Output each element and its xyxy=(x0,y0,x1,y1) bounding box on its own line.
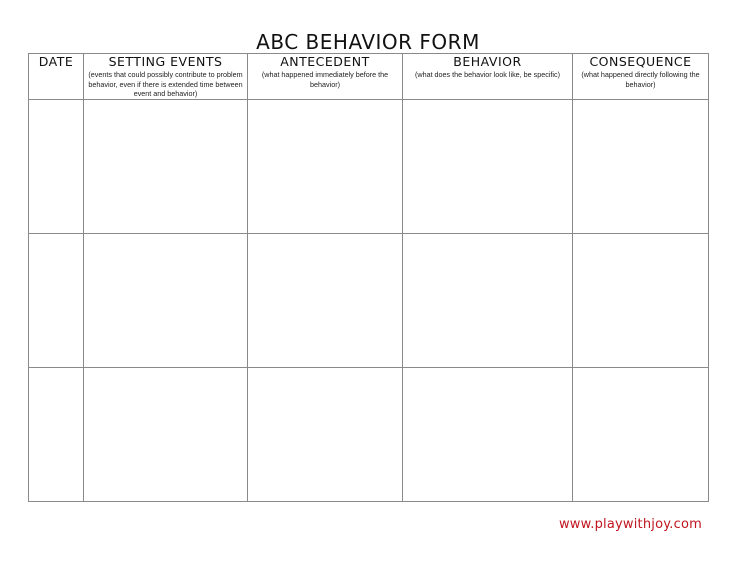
date-cell[interactable] xyxy=(29,233,84,367)
antecedent-cell[interactable] xyxy=(248,99,403,233)
column-header-antecedent xyxy=(248,54,403,100)
consequence-cell[interactable] xyxy=(573,99,709,233)
column-description: (what happened directly following the behavior) xyxy=(581,70,700,89)
column-title: SETTING EVENTS xyxy=(108,54,223,69)
antecedent-cell[interactable] xyxy=(248,233,403,367)
form-title: ABC BEHAVIOR FORM xyxy=(256,30,480,54)
date-cell[interactable] xyxy=(29,99,84,233)
column-header-date xyxy=(29,54,84,100)
setting-events-cell[interactable] xyxy=(84,99,248,233)
behavior-cell[interactable] xyxy=(403,367,573,501)
column-title: BEHAVIOR xyxy=(453,54,522,69)
setting-events-cell[interactable] xyxy=(84,233,248,367)
website-link[interactable]: www.playwithjoy.com xyxy=(558,517,702,532)
column-title: DATE xyxy=(38,54,74,69)
table-row xyxy=(29,233,709,367)
behavior-cell[interactable] xyxy=(403,233,573,367)
column-description: (what happened immediately before the behavior) xyxy=(261,70,389,89)
column-description: (events that could possibly contribute to problem behavior, even if there is extended time between event and behavior) xyxy=(88,70,243,98)
abc-behavior-table xyxy=(28,53,709,502)
behavior-cell[interactable] xyxy=(403,99,573,233)
setting-events-cell[interactable] xyxy=(84,367,248,501)
antecedent-cell[interactable] xyxy=(248,367,403,501)
column-header-behavior xyxy=(403,54,573,100)
date-cell[interactable] xyxy=(29,367,84,501)
column-title: CONSEQUENCE xyxy=(589,54,692,69)
consequence-cell[interactable] xyxy=(573,233,709,367)
column-title: ANTECEDENT xyxy=(280,54,370,69)
column-description: (what does the behavior look like, be specific) xyxy=(414,70,561,79)
table-row xyxy=(29,99,709,233)
column-header-setting-events xyxy=(84,54,248,100)
header-row xyxy=(29,54,709,100)
consequence-cell[interactable] xyxy=(573,367,709,501)
table-row xyxy=(29,367,709,501)
column-header-consequence xyxy=(573,54,709,100)
